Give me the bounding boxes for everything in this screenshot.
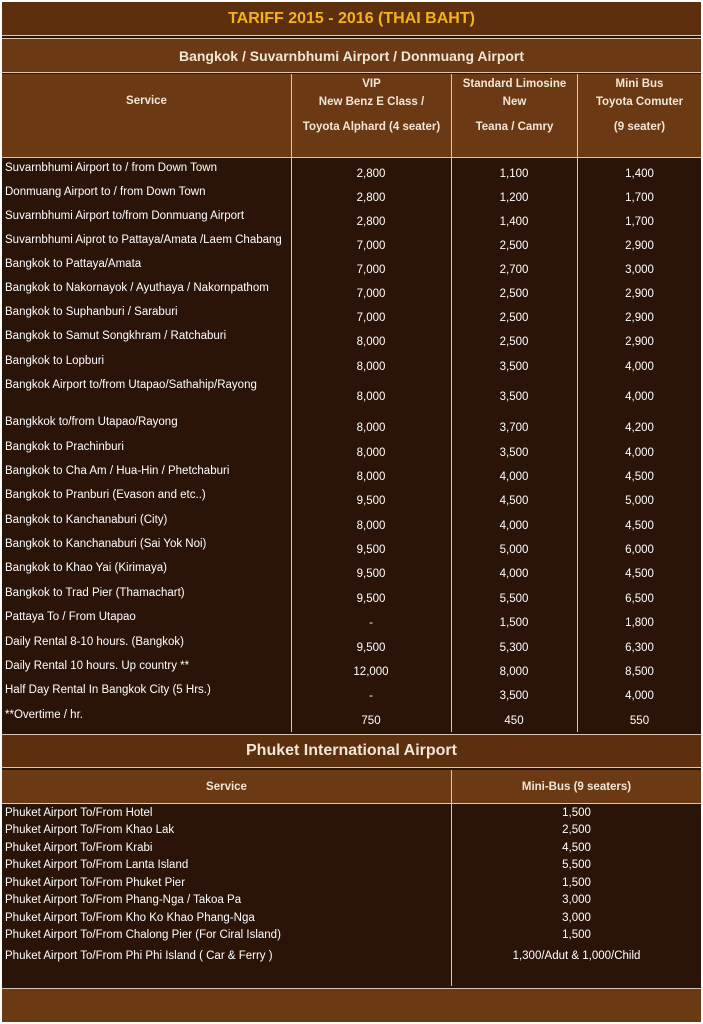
row-price-vip: 7,000	[356, 264, 386, 276]
row-price-standard: 4,000	[499, 471, 529, 483]
row-service: Suvarnbhumi Airport to / from Down Town	[5, 162, 217, 174]
phuket-row-price: 1,500	[562, 807, 591, 819]
list-item	[2, 875, 701, 892]
row-price-minibus: 2,900	[625, 240, 654, 252]
table-row	[2, 560, 701, 585]
row-price-minibus: 4,500	[625, 520, 654, 532]
phuket-row-price: 5,500	[562, 859, 591, 871]
phuket-row-service: Phuket Airport To/From Lanta Island	[5, 859, 189, 871]
table-row	[2, 377, 701, 414]
row-price-standard: 2,500	[499, 312, 529, 324]
row-price-minibus: 2,900	[625, 336, 654, 348]
footer-band	[2, 988, 701, 1022]
row-price-standard: 2,500	[499, 336, 529, 348]
phuket-row-price: 2,500	[562, 824, 591, 836]
table-row	[2, 232, 701, 256]
row-price-vip: 2,800	[356, 192, 386, 204]
row-service: Bangkok to Trad Pier (Thamachart)	[5, 587, 185, 599]
row-price-standard: 2,500	[499, 240, 529, 252]
row-service: Half Day Rental In Bangkok City (5 Hrs.)	[5, 684, 211, 696]
table-row	[2, 439, 701, 463]
header-vip-line3: Toyota Alphard (4 seater)	[302, 121, 441, 133]
table-row	[2, 414, 701, 439]
row-price-standard: 4,000	[499, 520, 529, 532]
phuket-row-service: Phuket Airport To/From Phi Phi Island ( Car & Ferry )	[5, 950, 273, 962]
tariff-sheet	[2, 2, 701, 1022]
row-price-minibus: 8,500	[625, 666, 654, 678]
header-standard-line3: Teana / Camry	[475, 121, 554, 133]
phuket-row-price: 1,500	[562, 929, 591, 941]
row-price-minibus: 4,500	[625, 568, 654, 580]
row-price-minibus: 3,000	[625, 264, 654, 276]
table-row	[2, 304, 701, 328]
row-price-standard: 2,700	[499, 264, 529, 276]
list-item	[2, 948, 701, 965]
row-price-standard: 4,000	[499, 568, 529, 580]
row-service: Bangkok to Samut Songkhram / Ratchaburi	[5, 330, 227, 342]
header-standard	[452, 74, 577, 158]
row-price-minibus: 4,000	[625, 447, 654, 459]
row-price-standard: 1,200	[499, 192, 529, 204]
table-row	[2, 609, 701, 634]
table-row	[2, 487, 701, 512]
header-service-label: Service	[126, 95, 167, 107]
row-price-vip: 12,000	[353, 666, 389, 678]
row-price-minibus: 4,200	[625, 422, 654, 434]
row-price-standard: 8,000	[499, 666, 529, 678]
header-standard-line2: New	[502, 96, 527, 108]
row-price-minibus: 4,000	[625, 690, 654, 702]
row-service: Pattaya To / From Utapao	[5, 611, 136, 623]
row-price-standard: 3,500	[499, 391, 529, 403]
row-price-vip: 8,000	[356, 447, 386, 459]
row-price-standard: 5,300	[499, 642, 529, 654]
row-service: Bangkok to Suphanburi / Saraburi	[5, 306, 178, 318]
header-vip-line2: New Benz E Class /	[318, 96, 425, 108]
row-service: Bangkok to Kanchanaburi (Sai Yok Noi)	[5, 538, 207, 550]
row-service: Suvarnbhumi Aiprot to Pattaya/Amata /Laem Chabang	[5, 234, 282, 246]
row-price-minibus: 2,900	[625, 288, 654, 300]
row-price-standard: 1,500	[499, 617, 529, 629]
phuket-row-price: 3,000	[562, 894, 591, 906]
header-minibus-line3: (9 seater)	[613, 121, 666, 133]
row-price-vip: 8,000	[356, 422, 386, 434]
header-service	[2, 74, 291, 158]
row-price-minibus: 1,800	[625, 617, 654, 629]
section-title-phuket: Phuket International Airport	[2, 734, 701, 768]
phuket-row-price: 4,500	[562, 842, 591, 854]
row-price-minibus: 550	[629, 715, 650, 727]
table-row	[2, 160, 701, 184]
phuket-header-service: Service	[206, 781, 247, 793]
header-minibus-line2: Toyota Comuter	[595, 96, 684, 108]
row-price-standard: 1,400	[499, 216, 529, 228]
row-price-standard: 4,500	[499, 495, 529, 507]
row-price-vip: 9,500	[356, 593, 386, 605]
row-price-vip: 9,500	[356, 642, 386, 654]
row-price-minibus: 4,000	[625, 391, 654, 403]
phuket-row-price: 1,300/Adut & 1,000/Child	[512, 950, 641, 962]
header-vip	[292, 74, 451, 158]
row-service: Bangkok to Khao Yai (Kirimaya)	[5, 562, 167, 574]
phuket-row-service: Phuket Airport To/From Khao Lak	[5, 824, 175, 836]
phuket-row-service: Phuket Airport To/From Kho Ko Khao Phang-Nga	[5, 912, 255, 924]
row-price-minibus: 6,300	[625, 642, 654, 654]
row-price-standard: 3,500	[499, 690, 529, 702]
list-item	[2, 892, 701, 909]
row-price-vip: 2,800	[356, 168, 386, 180]
row-price-minibus: 2,900	[625, 312, 654, 324]
row-price-vip: 7,000	[356, 312, 386, 324]
list-item	[2, 822, 701, 839]
phuket-header-price: Mini-Bus (9 seaters)	[521, 781, 632, 793]
row-service: Bangkok to Prachinburi	[5, 441, 124, 453]
table-row	[2, 634, 701, 658]
row-price-standard: 3,500	[499, 361, 529, 373]
row-service: Bangkok to Nakornayok / Ayuthaya / Nakornpathom	[5, 282, 269, 294]
row-service: Bangkok to Cha Am / Hua-Hin / Phetchaburi	[5, 465, 230, 477]
row-service: Suvarnbhumi Airport to/from Donmuang Airport	[5, 210, 245, 222]
row-service: Bangkok to Lopburi	[5, 355, 105, 367]
header-minibus-line1: Mini Bus	[615, 78, 664, 90]
row-price-vip: 8,000	[356, 471, 386, 483]
header-standard-line1: Standard Limosine	[462, 78, 567, 90]
table-row	[2, 280, 701, 304]
table-row	[2, 328, 701, 353]
table-row	[2, 353, 701, 377]
list-item	[2, 910, 701, 927]
phuket-row-price: 3,000	[562, 912, 591, 924]
page-title: TARIFF 2015 - 2016 (THAI BAHT)	[2, 2, 701, 36]
row-price-vip: 8,000	[356, 361, 386, 373]
row-price-minibus: 1,700	[625, 192, 654, 204]
table-row	[2, 707, 701, 731]
row-price-standard: 1,100	[499, 168, 529, 180]
row-price-minibus: 6,000	[625, 544, 654, 556]
row-service: Daily Rental 8-10 hours. (Bangkok)	[5, 636, 184, 648]
phuket-row-price: 1,500	[562, 877, 591, 889]
row-service: Bangkok Airport to/from Utapao/Sathahip/Rayong	[5, 379, 257, 391]
phuket-row-service: Phuket Airport To/From Krabi	[5, 842, 153, 854]
header-vip-line1: VIP	[362, 78, 381, 90]
row-price-standard: 5,500	[499, 593, 529, 605]
table-row	[2, 256, 701, 280]
table-row	[2, 658, 701, 682]
row-price-standard: 2,500	[499, 288, 529, 300]
phuket-row-service: Phuket Airport To/From Phang-Nga / Takoa Pa	[5, 894, 242, 906]
table-row	[2, 463, 701, 487]
list-item	[2, 857, 701, 874]
row-price-vip: 8,000	[356, 336, 386, 348]
row-price-standard: 5,000	[499, 544, 529, 556]
row-price-vip: 750	[361, 715, 381, 727]
row-price-minibus: 4,500	[625, 471, 654, 483]
row-service: Bangkkok to/from Utapao/Rayong	[5, 416, 178, 428]
row-price-vip: -	[369, 690, 373, 702]
table-row	[2, 512, 701, 536]
phuket-row-service: Phuket Airport To/From Phuket Pier	[5, 877, 186, 889]
bangkok-table-header	[2, 74, 701, 158]
row-price-minibus: 1,400	[625, 168, 654, 180]
row-price-standard: 450	[504, 715, 524, 727]
phuket-row-service: Phuket Airport To/From Chalong Pier (For Ciral Island)	[5, 929, 281, 941]
row-price-vip: -	[369, 617, 373, 629]
list-item	[2, 840, 701, 857]
table-row	[2, 585, 701, 609]
list-item	[2, 927, 701, 944]
row-service: Bangkok to Pattaya/Amata	[5, 258, 142, 270]
row-service: Donmuang Airport to / from Down Town	[5, 186, 206, 198]
row-price-vip: 9,500	[356, 568, 386, 580]
row-service: Bangkok to Pranburi (Evason and etc..)	[5, 489, 206, 501]
row-price-vip: 8,000	[356, 391, 386, 403]
row-service: **Overtime / hr.	[5, 709, 83, 721]
table-row	[2, 208, 701, 232]
row-price-minibus: 5,000	[625, 495, 654, 507]
row-service: Daily Rental 10 hours. Up country **	[5, 660, 190, 672]
row-price-vip: 7,000	[356, 288, 386, 300]
table-row	[2, 184, 701, 208]
table-row	[2, 682, 701, 707]
row-price-vip: 7,000	[356, 240, 386, 252]
row-price-standard: 3,500	[499, 447, 529, 459]
phuket-row-service: Phuket Airport To/From Hotel	[5, 807, 153, 819]
row-price-minibus: 4,000	[625, 361, 654, 373]
row-service: Bangkok to Kanchanaburi (City)	[5, 514, 168, 526]
table-row	[2, 536, 701, 560]
row-price-vip: 9,500	[356, 544, 386, 556]
row-price-vip: 9,500	[356, 495, 386, 507]
row-price-vip: 8,000	[356, 520, 386, 532]
row-price-minibus: 6,500	[625, 593, 654, 605]
list-item	[2, 805, 701, 822]
row-price-vip: 2,800	[356, 216, 386, 228]
row-price-standard: 3,700	[499, 422, 529, 434]
phuket-table-header	[2, 770, 701, 804]
header-minibus	[578, 74, 701, 158]
section-title-bangkok: Bangkok / Suvarnbhumi Airport / Donmuang Airport	[2, 38, 701, 73]
row-price-minibus: 1,700	[625, 216, 654, 228]
